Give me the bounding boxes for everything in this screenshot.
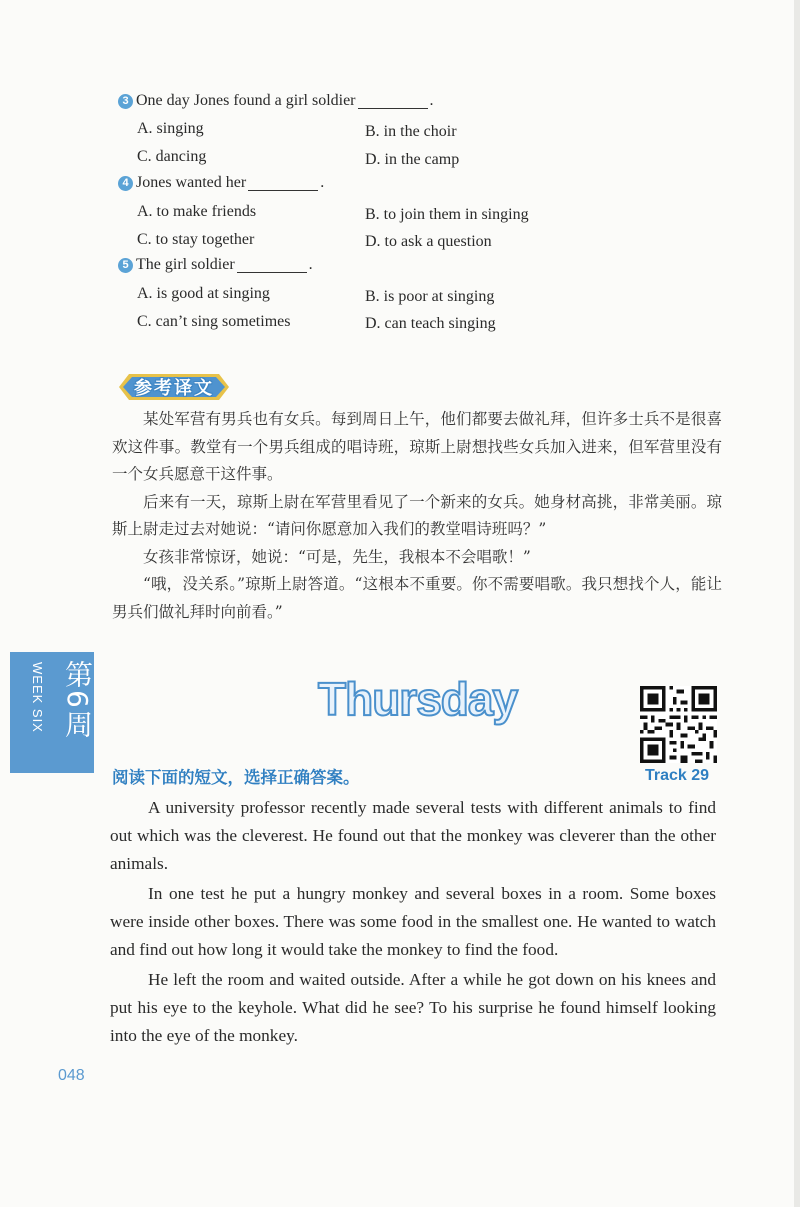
passage-paragraph: He left the room and waited outside. After a while he got down on his knees and put his eye to the keyhole. What did he see? To his surprise he found himself looking into the eye of the monkey.	[110, 970, 716, 1045]
day-title: Thursday	[318, 673, 518, 725]
reference-translation	[112, 406, 722, 626]
question-end: .	[308, 256, 313, 273]
question-number-badge: 5	[118, 258, 133, 273]
translation-paragraph: “哦，没关系。”琼斯上尉答道。“这根本不重要。你不需要唱歌。我只想找个人，能让男兵们做礼拜时向前看。”	[112, 575, 722, 621]
option-c: C. dancing	[137, 148, 207, 165]
option-a: A. to make friends	[137, 203, 257, 220]
week-label-en: WEEK SIX	[30, 662, 45, 733]
option-b: B. in the choir	[365, 123, 457, 140]
option-a: A. is good at singing	[137, 285, 270, 302]
answer-blank	[237, 258, 307, 273]
answer-blank	[358, 94, 428, 109]
option-b: B. to join them in singing	[365, 206, 529, 223]
option-d: D. in the camp	[365, 151, 460, 168]
option-c: C. can’t sing sometimes	[137, 313, 291, 330]
instruction-heading: 阅读下面的短文，选择正确答案。	[112, 768, 360, 787]
question-text: The girl soldier	[136, 256, 235, 273]
question-number-badge: 3	[118, 94, 133, 109]
option-b: B. is poor at singing	[365, 288, 495, 305]
week-side-tab	[10, 652, 94, 773]
audio-track-label[interactable]: Track 29	[645, 767, 710, 784]
option-c: C. to stay together	[137, 231, 255, 248]
translation-paragraph: 女孩非常惊讶，她说：“可是，先生，我根本不会唱歌！”	[143, 547, 531, 566]
translation-paragraph: 后来有一天，琼斯上尉在军营里看见了一个新来的女兵。她身材高挑，非常美丽。琼斯上尉走过去对她说：“请问你愿意加入我们的教堂唱诗班吗？”	[112, 492, 722, 538]
question-text: Jones wanted her	[136, 174, 247, 191]
banner-label: 参考译文	[134, 378, 214, 399]
reading-passage	[110, 794, 716, 1052]
question-end: .	[429, 92, 434, 109]
question-stem	[118, 256, 313, 274]
option-d: D. to ask a question	[365, 233, 492, 250]
question-end: .	[320, 174, 325, 191]
page-number: 048	[58, 1067, 85, 1084]
question-number-badge: 4	[118, 176, 133, 191]
reference-translation-banner	[115, 370, 233, 404]
question-stem	[118, 92, 434, 110]
question-text: One day Jones found a girl soldier	[136, 92, 356, 109]
option-a: A. singing	[137, 120, 204, 137]
page-edge	[794, 0, 800, 1207]
option-d: D. can teach singing	[365, 315, 496, 332]
answer-blank	[248, 176, 318, 191]
passage-paragraph: In one test he put a hungry monkey and several boxes in a room. Some boxes were inside other boxes. There was some food in the smallest one. He wanted to watch and find out how long it would take the monkey to find the food.	[110, 884, 716, 959]
qr-code-icon[interactable]	[640, 686, 717, 763]
translation-paragraph: 某处军营有男兵也有女兵。每到周日上午，他们都要去做礼拜，但许多士兵不是很喜欢这件事。教堂有一个男兵组成的唱诗班，琼斯上尉想找些女兵加入进来，但军营里没有一个女兵愿意干这件事。	[112, 410, 722, 483]
question-stem	[118, 174, 324, 192]
passage-paragraph: A university professor recently made several tests with different animals to find out which was the cleverest. He found out that the monkey was cleverer than the other animals.	[110, 798, 716, 873]
week-label-cn: 第6周	[61, 660, 94, 740]
